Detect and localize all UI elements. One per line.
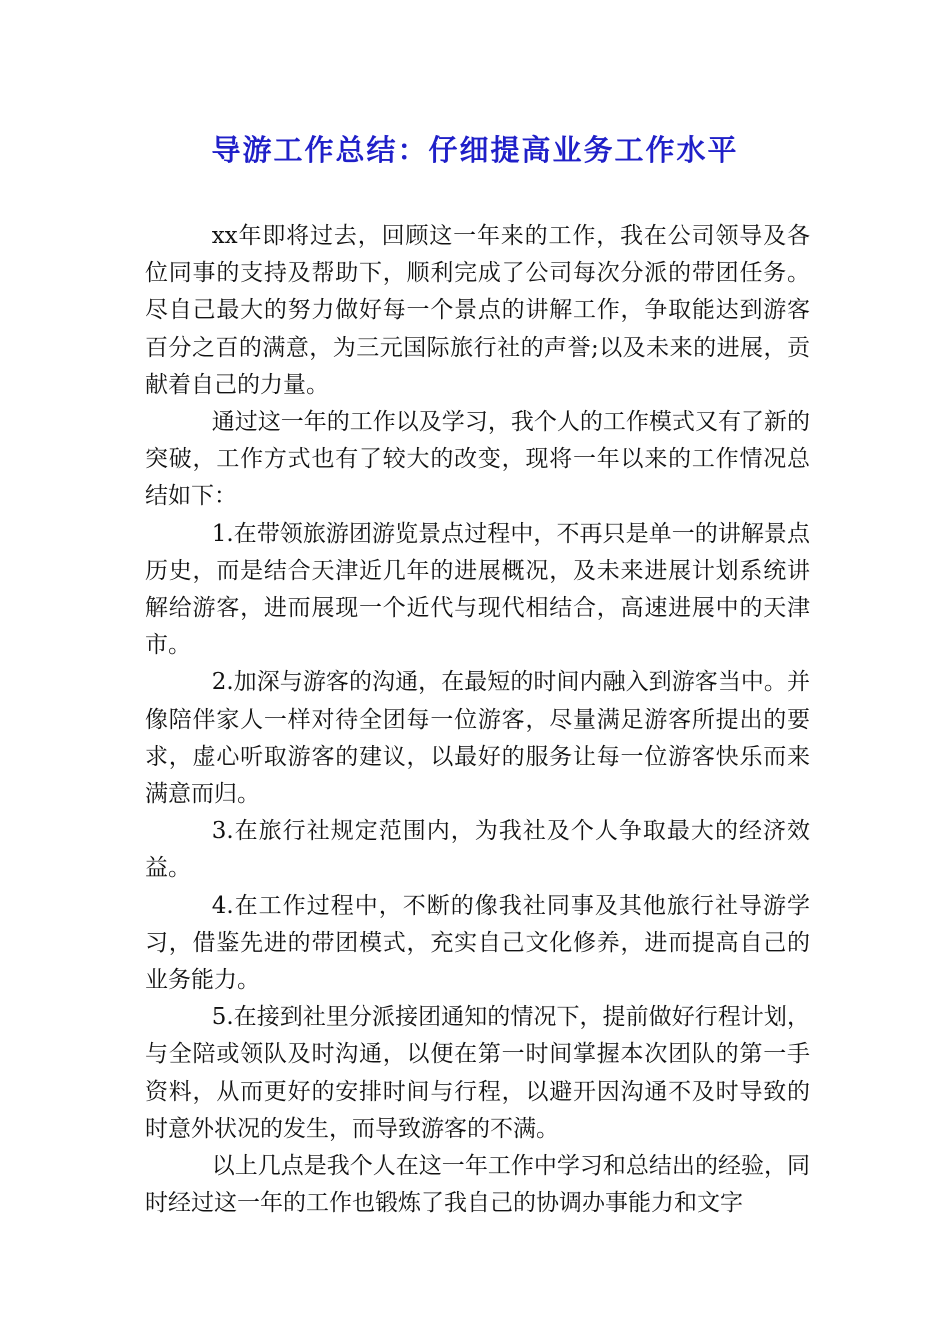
paragraph-point-1: 1.在带领旅游团游览景点过程中，不再只是单一的讲解景点历史，而是结合天津近几年的进展概况，及未来进展计划系统讲解给游客，进而展现一个近代与现代相结合，高速进展中的天津市。	[145, 520, 810, 659]
paragraph-intro: xx年即将过去，回顾这一年来的工作，我在公司领导及各位同事的支持及帮助下，顺利完成了公司每次分派的带团任务。尽自己最大的努力做好每一个景点的讲解工作，争取能达到游客百分之百的满意，为三元国际旅行社的声誉;以及未来的进展，贡献着自己的力量。	[145, 223, 810, 398]
paragraph-point-4: 4.在工作过程中，不断的像我社同事及其他旅行社导游学习，借鉴先进的带团模式，充实自己文化修养，进而提高自己的业务能力。	[145, 892, 810, 994]
paragraph-point-3: 3.在旅行社规定范围内，为我社及个人争取最大的经济效益。	[145, 818, 810, 882]
document-title: 导游工作总结：仔细提高业务工作水平	[211, 133, 739, 167]
paragraph-conclusion: 以上几点是我个人在这一年工作中学习和总结出的经验，同时经过这一年的工作也锻炼了我自己的协调办事能力和文字	[145, 1153, 810, 1217]
paragraph-point-5: 5.在接到社里分派接团通知的情况下，提前做好行程计划，与全陪或领队及时沟通，以便在第一时间掌握本次团队的第一手资料，从而更好的安排时间与行程，以避开因沟通不及时导致的时意外状况的发生，而导致游客的不满。	[145, 1004, 810, 1142]
paragraph-overview: 通过这一年的工作以及学习，我个人的工作模式又有了新的突破，工作方式也有了较大的改变，现将一年以来的工作情况总结如下：	[145, 409, 810, 510]
paragraph-point-2: 2.加深与游客的沟通，在最短的时间内融入到游客当中。并像陪伴家人一样对待全团每一位游客，尽量满足游客所提出的要求，虚心听取游客的建议，以最好的服务让每一位游客快乐而来满意而归。	[145, 669, 810, 808]
document-body	[145, 218, 810, 1222]
